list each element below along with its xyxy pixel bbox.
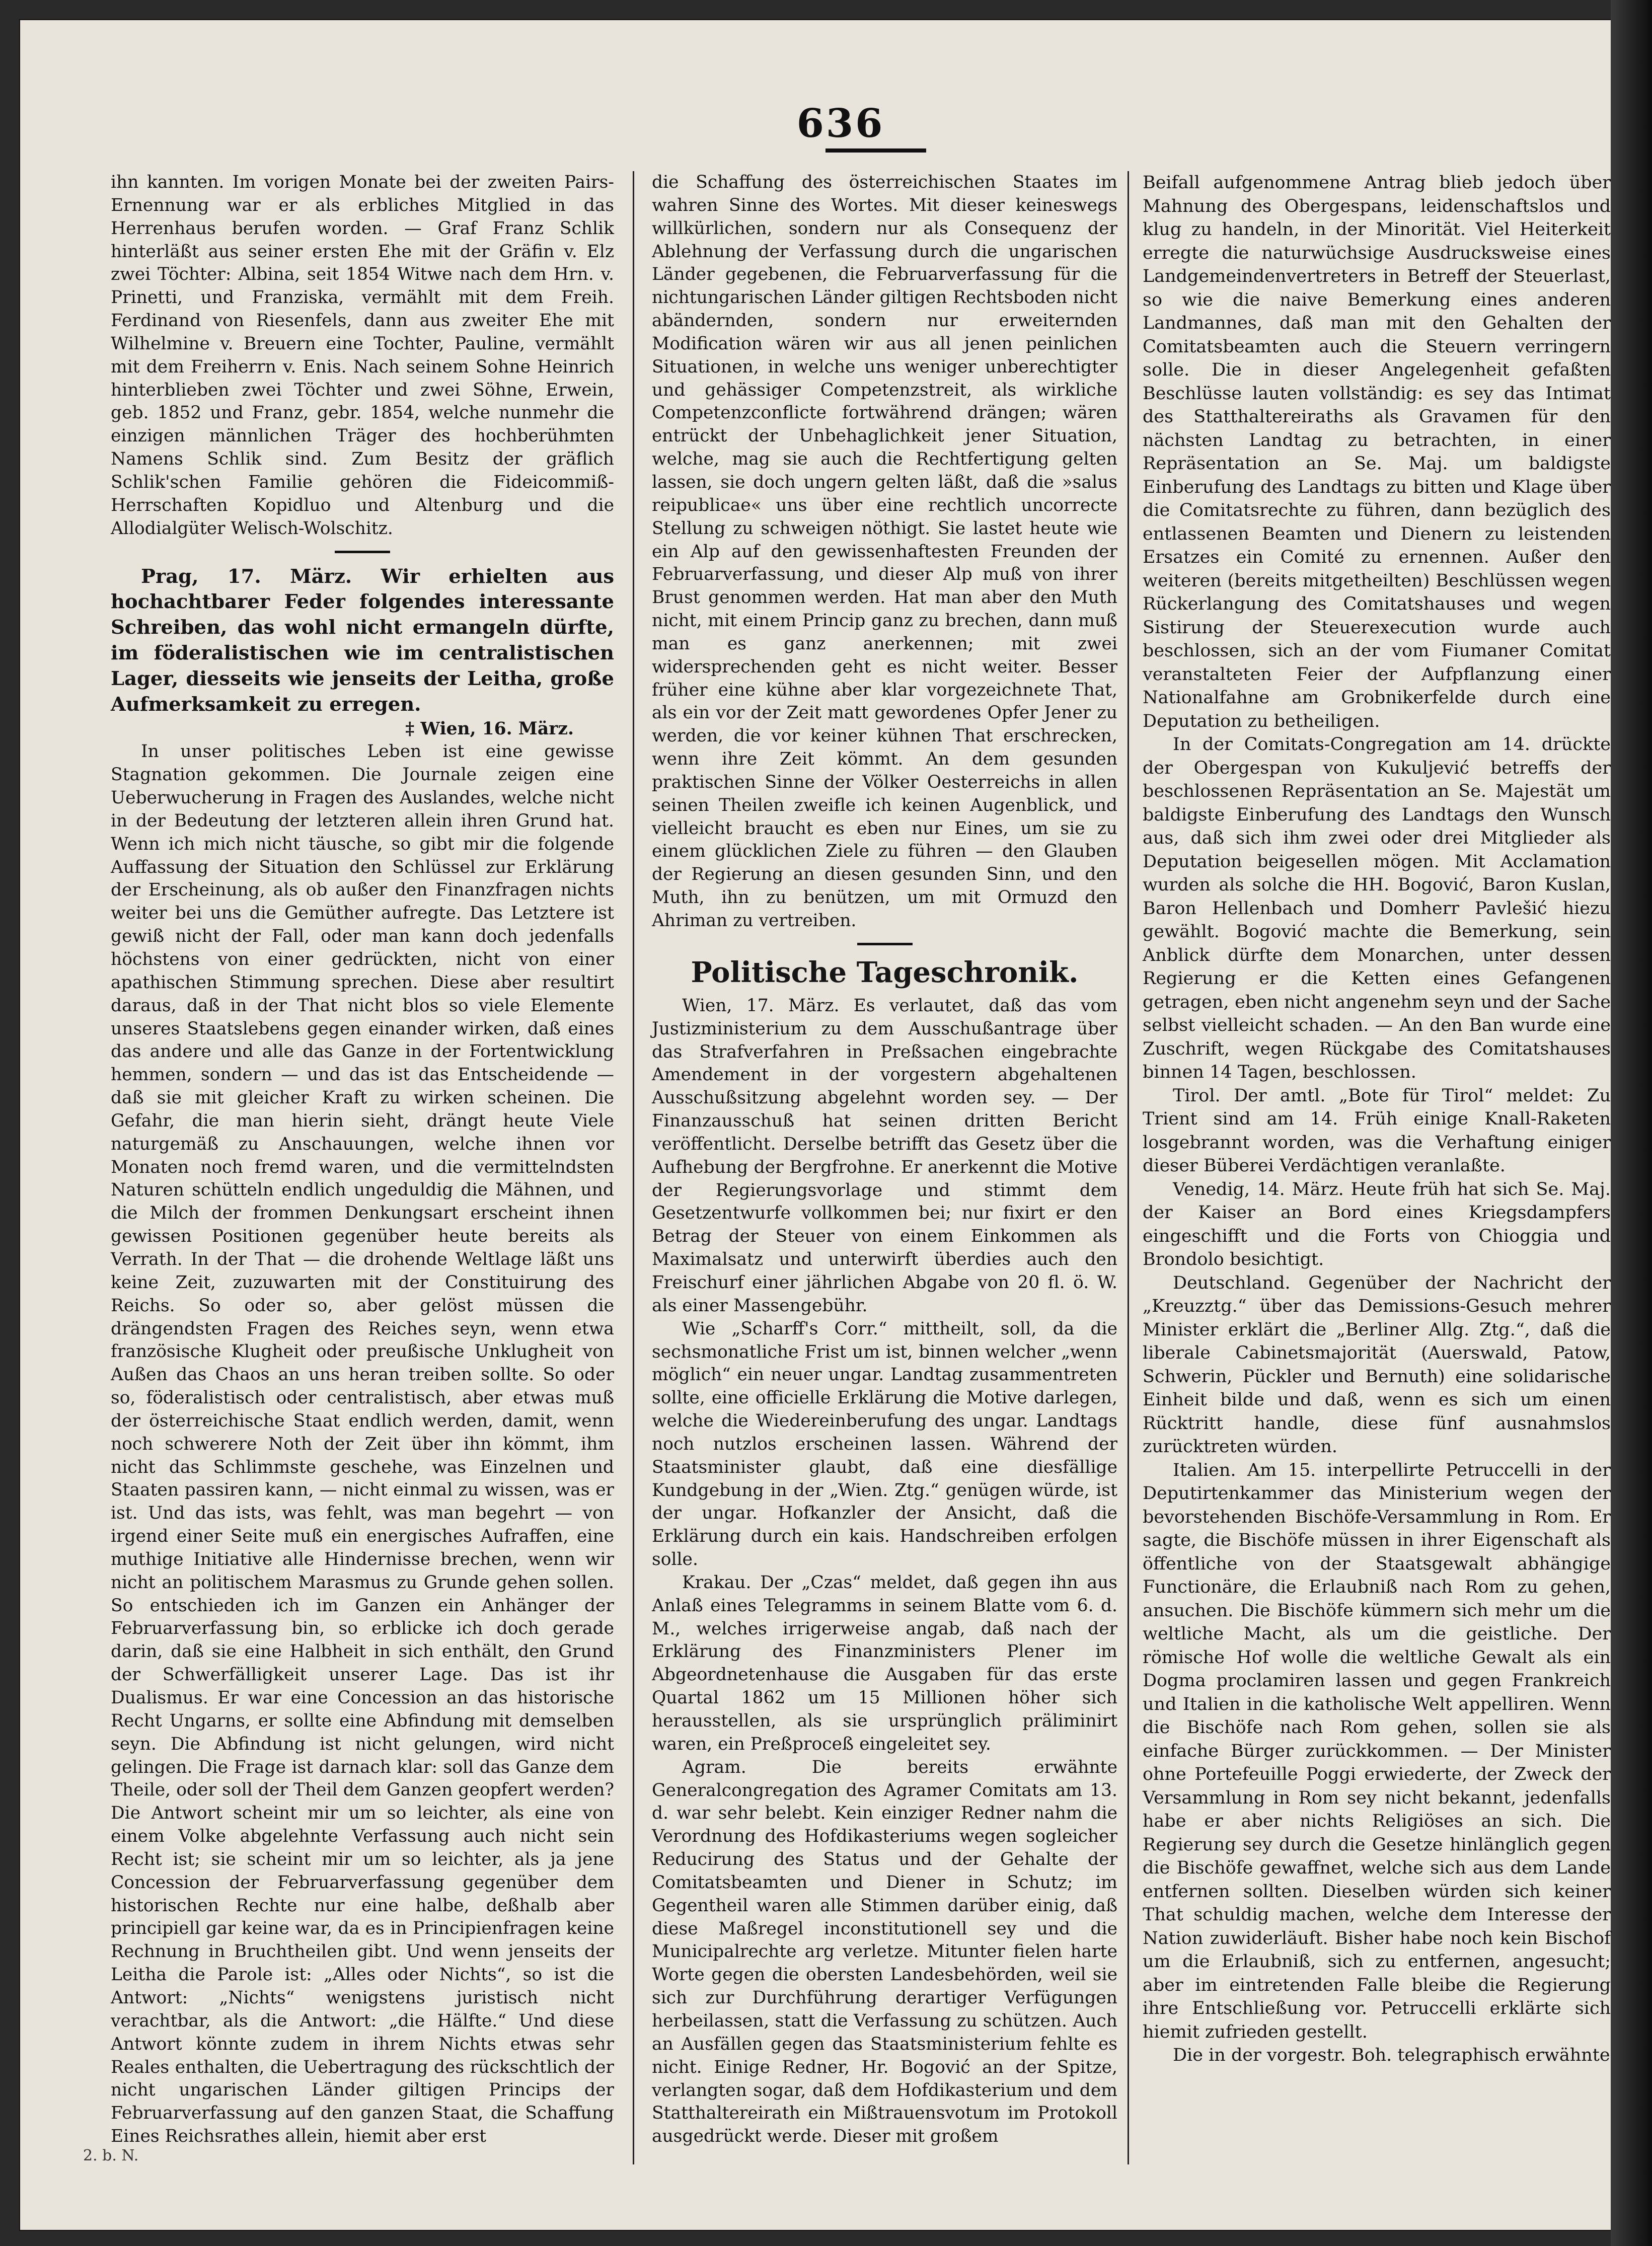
letter-paragraph: In unser politisches Leben ist eine gewisse Stagnation gekommen. Die Journale zeigen eine Ueberwucherung in Fragen des Auslandes, welche nicht in der Bedeutung der letzteren allein ihren Grund hat. Wenn ich mich nicht täusche, so gibt mir die folgende Auffassung der Situation den Schlüssel zur Erklärung der Erscheinung, als ob außer den Finanzfragen nichts weiter bei uns die Gemüther aufregte. Das Letztere ist gewiß nicht der Fall, oder man kann doch jedenfalls höchstens von einer gedrückten, nicht von einer apathischen Stimmung sprechen. Diese aber resultirt daraus, daß in der That nicht blos so viele Elemente unseres Staatslebens gegen einander wirken, daß eines das andere und alle das Ganze in der Fortentwicklung hemmen, sondern — und das ist das Entscheidende — daß sie mit gleicher Kraft zu wirken scheinen. Die Gefahr, die man hierin sieht, drängt heute Viele naturgemäß zu Anschauungen, welche ihnen vor Monaten noch fremd waren, und die vermittelndsten Naturen schütteln endlich ungeduldig die Mähnen, und die Milch der frommen Denkungsart erscheint ihnen gewissen Positionen gegenüber heute bereits als Verrath. In der That — die drohende Weltlage läßt uns keine Zeit, zuzuwarten mit der Constituirung des Reichs. So oder so, aber gelöst müssen die drängendsten Fragen des Reiches seyn, wenn etwa französische Klugheit oder preußische Unklugheit von Außen das Chaos an uns heran treiben sollte. So oder so, föderalistisch oder centralistisch, aber etwas muß der österreichische Staat endlich werden, damit, wenn noch schwerere Noth der Zeit über ihn kömmt, ihm nicht das Schlimmste geschehe, was Einzelnen und Staaten passiren kann, — nicht einmal zu wissen, was er ist. Und das ists, was fehlt, was man begehrt — von irgend einer Seite muß ein energisches Aufraffen, eine muthige Initiative alle Hindernisse brechen, wenn wir nicht an politischem Marasmus zu Grunde gehen sollen. So entschieden ich im Ganzen ein Anhänger der Februarverfassung bin, so erblicke ich doch gerade darin, daß sie eine Halbheit in sich enthält, den Grund der Schwerfälligkeit unserer Lage. Das ist ihr Dualismus. Er war eine Concession an das historische Recht Ungarns, er sollte eine Abfindung mit demselben seyn. Die Abfindung ist nicht gelungen, wird nicht gelingen. Die Frage ist darnach klar: soll das Ganze dem Theile, oder soll der Theil dem Ganzen geopfert werden? Die Antwort scheint mir um so leichter, als eine von einem Volke abgelehnte Verfassung auch nicht sein Recht ist; sie scheint mir um so leichter, als ja jene Concession der Februarverfassung gegenüber dem historischen Rechte nur eine halbe, deßhalb aber principiell gar keine war, da es in Principienfragen keine Rechnung in Bruchtheilen gibt. Und wenn jenseits der Leitha die Parole ist: „Alles oder Nichts“, so ist die Antwort: „Nichts“ wenigstens juristisch nicht verachtbar, als die Antwort: „die Hälfte.“ Und diese Antwort könnte zudem in ihrem Nichts etwas sehr Reales enthalten, die Uebertragung des rückschtlich der nicht ungarischen Länder giltigen Princips der Februarverfassung auf den ganzen Staat, die Schaffung Eines Reichsrathes allein, hiemit aber erst [111,741,614,2147]
prag-intro-paragraph: Prag, 17. März. Wir erhielten aus hochachtbarer Feder folgendes interessante Schreiben, das wohl nicht ermangeln dürfte, im föderalistischen wie im centralistischen Lager, diesseits wie jenseits der Leitha, große Aufmerksamkeit zu erregen. [111,565,614,716]
italien-news-paragraph: Italien. Am 15. interpellirte Petruccelli in der Deputirtenkammer das Ministerium wegen der bevorstehenden Bischöfe-Versammlung in Rom. Er sagte, die Bischöfe müssen in ihrer Eigenschaft als öffentliche von der Staatsgewalt abhängige Functionäre, die Erlaubniß nach Rom zu gehen, ansuchen. Die Bischöfe kümmern sich mehr um die weltliche Macht, als um die geistliche. Der römische Hof wolle die weltliche Gewalt als ein Dogma proclamiren lassen und gegen Frankreich und Italien in die katholische Welt appelliren. Wenn die Bischöfe nach Rom gehen, sollen sie als einfache Bürger zurückkommen. — Der Minister ohne Portefeuille Poggi erwiederte, der Zweck der Versammlung in Rom sey nicht bekannt, jedenfalls habe er aber nichts Religiöses an sich. Die Regierung sey durch die Gesetze hinlänglich gegen die Bischöfe gewaffnet, welche sich aus dem Lande entfernen sollten. Dieselben würden sich keiner That schuldig machen, welche dem Interesse der Nation zuwiderläuft. Bisher habe noch kein Bischof um die Erlaubniß, sich zu entfernen, angesucht; aber im eintretenden Falle bleibe die Regierung ihre Entschließung vor. Petruccelli erklärte sich hiemit zufrieden gestellt. [1143,1460,1611,2042]
landtag-news-paragraph: Wie „Scharff's Corr.“ mittheilt, soll, da die sechsmonatliche Frist um ist, binnen welcher „wenn möglich“ ein neuer ungar. Landtag zusammentreten sollte, eine officielle Erklärung die Motive darlegen, welche die Wiedereinberufung des ungar. Landtags noch nutzlos erscheinen lassen. Während der Staatsminister glaubt, daß eine diesfällige Kundgebung in der „Wien. Ztg.“ genügen würde, ist der ungar. Hofkanzler der Ansicht, daß die Erklärung durch ein kais. Handschreiben erfolgen solle. [652,1318,1117,1570]
venedig-news-paragraph: Venedig, 14. März. Heute früh hat sich Se. Maj. der Kaiser an Bord eines Kriegsdampfers eingeschifft und die Forts von Chioggia und Brondolo besichtigt. [1143,1179,1611,1269]
column-divider [633,171,634,2164]
section-separator [857,943,913,945]
obituary-paragraph: ihn kannten. Im vorigen Monate bei der zweiten Pairs-Ernennung war er als erbliches Mitglied in das Herrenhaus berufen worden. — Graf Franz Schlik hinterläßt aus seiner ersten Ehe mit der Gräfin v. Elz zwei Töchter: Albina, seit 1854 Witwe nach dem Hrn. v. Prinetti, und Franziska, vermählt mit dem Freih. Ferdinand von Riesenfels, dann aus zweiter Ehe mit Wilhelmine v. Breuern eine Tochter, Pauline, vermählt mit dem Freiherrn v. Enis. Nach seinem Sohne Heinrich hinterblieben zwei Töchter und zwei Söhne, Erwein, geb. 1852 und Franz, gebr. 1854, welche nunmehr die einzigen männlichen Träger des hochberühmten Namens Schlik sind. Zum Besitz der gräflich Schlik'schen Familie gehören die Fideicommiß-Herrschaften Kopidluo und Altenburg und die Allodialgüter Welisch-Wolschitz. [111,172,614,539]
letter-continuation-paragraph: die Schaffung des österreichischen Staates im wahren Sinne des Wortes. Mit dieser keineswegs willkürlichen, sondern nur als Consequenz der Ablehnung der Verfassung durch die ungarischen Länder gegebenen, die Februarverfassung für die nichtungarischen Länder giltigen Rechtsboden nicht abändernden, sondern nur erweiternden Modification wären wir aus all jenen peinlichen Situationen, in welche uns weniger unberechtigter und gehässiger Competenzstreit, als wirkliche Competenzconflicte fortwährend drängen; wären entrückt der Unbehaglichkeit jener Situation, welche, mag sie auch die Rechtfertigung gelten lassen, sie doch ungern gelten läßt, daß die »salus reipublicae« uns über eine rechtlich uncorrecte Stellung zu schweigen nöthigt. Sie lastet heute wie ein Alp auf den gewissenhaftesten Freunden der Februarverfassung, und dieser Alp muß von ihrer Brust genommen werden. Hat man aber den Muth nicht, mit einem Princip ganz zu brechen, dann muß man es ganz anerkennen; mit zwei widersprechenden geht es nicht weiter. Besser früher eine kühne aber klar vorgezeichnete That, als ein vor der Zeit matt gewordenes Opfer Jener zu werden, die vor keiner kühnen That erschrecken, wenn ihre Zeit kömmt. An dem gesunden praktischen Sinne der Völker Oesterreichs in allen seinen Theilen zweifle ich keinen Augenblick, und vielleicht braucht es eben nur Eines, um sie zu einem glücklichen Ziele zu führen — den Glauben der Regierung an diesen gesunden Sinn, und den Muth, ihn zu benützen, um mit Ormuzd den Ahriman zu vertreiben. [652,172,1117,931]
column-divider [1128,171,1129,2164]
page-footnote: 2. b. N. [83,2147,139,2164]
congregation-paragraph: In der Comitats-Congregation am 14. drückte der Obergespan von Kukuljević betreffs der beschlossenen Repräsentation an Se. Majestät um baldigste Einberufung des Landtags den Wunsch aus, daß sich ihm zwei oder drei Mitglieder als Deputation beigesellen mögen. Mit Acclamation wurden als solche die HH. Bogović, Baron Kuslan, Baron Hellenbach und Domherr Pavlešić hiezu gewählt. Bogović machte die Bemerkung, sein Anblick dürfte dem Monarchen, unter dessen Regierung er die Ketten eines Gefangenen getragen, eben nicht angenehm seyn und der Sache selbst vielleicht schaden. — An den Ban wurde eine Zuschrift, wegen Rückgabe des Comitatshauses binnen 14 Tagen, beschlossen. [1143,734,1611,1082]
binding-edge [1611,0,1652,2246]
column-3 [1143,171,1611,2067]
tirol-news-paragraph: Tirol. Der amtl. „Bote für Tirol“ meldet: Zu Trient sind am 14. Früh einige Knall-Raketen losgebrannt worden, was die Verhaftung einiger dieser Büberei Verdächtigen veranlaßte. [1143,1085,1611,1176]
krakau-news-paragraph: Krakau. Der „Czas“ meldet, daß gegen ihn aus Anlaß eines Telegramms in seinem Blatte vom 6. d. M., welches irrigerweise angab, daß nach der Erklärung des Finanzministers Plener im Abgeordnetenhause die Ausgaben für das erste Quartal 1862 um 15 Millionen höher sich herausstellen, als sie ursprünglich präliminirt waren, ein Preßproceß eingeleitet sey. [652,1572,1117,1754]
column-2 [652,171,1117,2148]
column-1 [111,171,614,2148]
section-heading: Politische Tageschronik. [691,955,1079,989]
dateline-signature: ‡ Wien, 16. März. [405,718,574,739]
agram-news-paragraph: Agram. Die bereits erwähnte Generalcongregation des Agramer Comitats am 13. d. war sehr belebt. Kein einziger Redner nahm die Verordnung des Hofdikasteriums wegen sogleicher Reducirung des Status und der Gehalte der Comitatsbeamten und Diener in Schutz; im Gegentheil waren alle Stimmen darüber einig, daß diese Maßregel inconstitutionell sey und die Municipalrechte arg verletze. Mitunter fielen harte Worte gegen die obersten Landesbehörden, weil sie sich zur Durchführung derartiger Verfügungen herbeilassen, statt die Verfassung zu schützen. Auch an Ausfällen gegen das Staatsministerium fehlte es nicht. Einige Redner, Hr. Bogović an der Spitze, verlangten sogar, daß dem Hofdikasterium und dem Statthaltereirath ein Mißtrauensvotum im Protokoll ausgedrückt werde. Dieser mit großem [652,1757,1117,2147]
page-number: 636 [796,101,885,146]
section-separator [335,551,390,553]
wien-news-paragraph: Wien, 17. März. Es verlautet, daß das vom Justizministerium zu dem Ausschußantrage über das Strafverfahren in Preßsachen eingebrachte Amendement in der vorgestern abgehaltenen Ausschußsitzung abgelehnt worden sey. — Der Finanzausschuß hat seinen dritten Bericht veröffentlicht. Derselbe betrifft das Gesetz über die Aufhebung der Bergfrohne. Er anerkennt die Motive der Regierungsvorlage und stimmt dem Gesetzentwurfe vollkommen bei; nur fixirt er den Betrag der Steuer von einem Einkommen als Maximalsatz und unterwirft überdies auch den Freischurf einer jährlichen Abgabe von 20 fl. ö. W. als einer Massengebühr. [652,995,1117,1316]
agram-continuation-paragraph: Beifall aufgenommene Antrag blieb jedoch über Mahnung des Obergespans, leidenschaftslos und klug zu handeln, in der Minorität. Viel Heiterkeit erregte die naturwüchsige Ausdrucksweise eines Landgemeindenvertreters in Betreff der Steuerlast, so wie die naive Bemerkung eines anderen Landmannes, daß man mit den Gehalten der Comitatsbeamten auch die Steuern verringern solle. Die in dieser Angelegenheit gefaßten Beschlüsse lauten vollständig: es sey das Intimat des Statthaltereiraths als Gravamen für den nächsten Landtag zu betrachten, in einer Repräsentation an Se. Maj. um baldigste Einberufung des Landtags zu bitten und Klage über die Comitatsrechte zu führen, dann bezüglich des entlassenen Beamten und Dienern zu leistenden Ersatzes ein Comité zu ernennen. Außer den weiteren (bereits mitgetheilten) Beschlüssen wegen Rückerlangung des Comitatshauses und wegen Sistirung der Steuerexecution wurde auch beschlossen, sich an der vom Fiumaner Comitat veranstalteten Feier der Aufpflanzung einer Nationalfahne am Grobnikerfelde durch eine Deputation zu betheiligen. [1143,173,1611,731]
deutschland-news-paragraph: Deutschland. Gegenüber der Nachricht der „Kreuzztg.“ über das Demissions-Gesuch mehrer Minister erklärt die „Berliner Allg. Ztg.“, daß die liberale Cabinetsmajorität (Auerswald, Patow, Schwerin, Pückler und Bernuth) eine solidarische Einheit bilde und daß, wenn es sich um einen Rücktritt handle, diese fünf ausnahmslos zurücktreten würden. [1143,1272,1611,1457]
closing-line: Die in der vorgestr. Boh. telegraphisch erwähnte [1173,2045,1610,2065]
header-rule [825,148,926,153]
